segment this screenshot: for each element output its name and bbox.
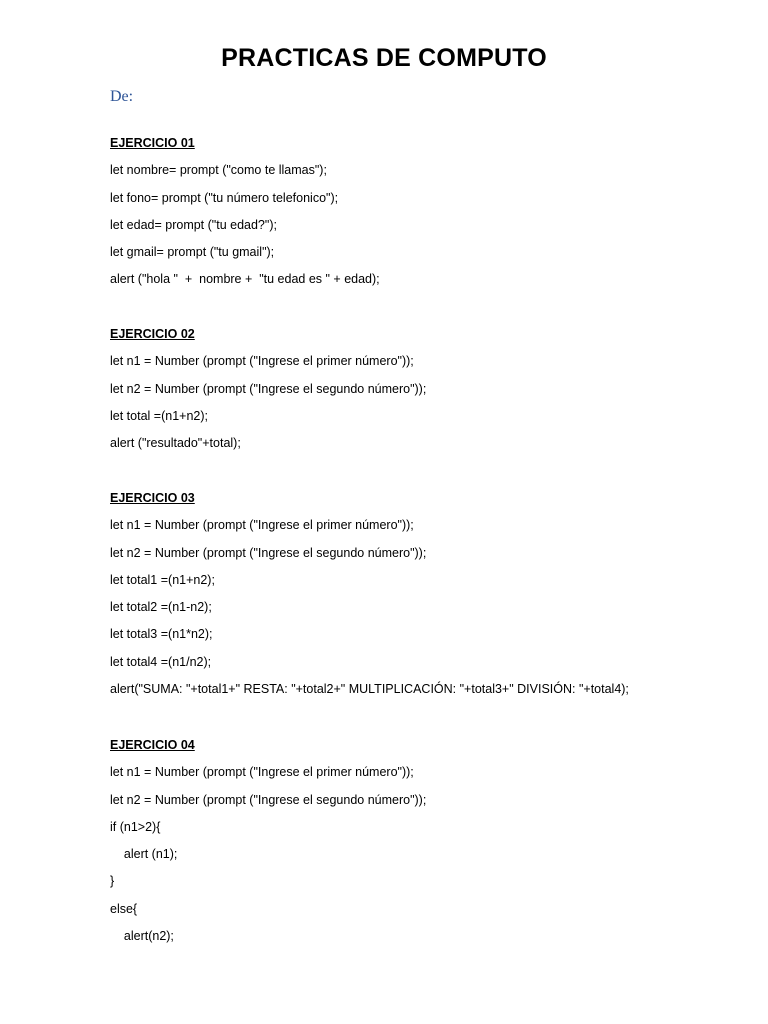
code-line: let total3 =(n1*n2); — [110, 627, 213, 642]
code-line: alert (n1); — [110, 847, 178, 862]
code-line: let gmail= prompt ("tu gmail"); — [110, 245, 275, 260]
code-line: let total =(n1+n2); — [110, 408, 208, 423]
code-line: let n1 = Number (prompt ("Ingrese el primer número")); — [110, 354, 414, 369]
code-line: let n2 = Number (prompt ("Ingrese el segundo número")); — [110, 381, 427, 396]
author-label: De: — [110, 88, 134, 105]
exercise-02 — [110, 327, 750, 463]
exercise-heading: EJERCICIO 02 — [110, 327, 195, 341]
exercise-heading: EJERCICIO 04 — [110, 738, 195, 752]
code-line: let total1 =(n1+n2); — [110, 572, 215, 587]
code-line: let total4 =(n1/n2); — [110, 654, 212, 669]
code-line: let edad= prompt ("tu edad?"); — [110, 217, 277, 232]
code-line: alert("SUMA: "+total1+" RESTA: "+total2+" MULTIPLICACIÓN: "+total3+" DIVISIÓN: "+total4); — [110, 682, 629, 697]
code-line: if (n1>2){ — [110, 819, 161, 834]
exercise-01 — [110, 136, 750, 300]
code-line: let n2 = Number (prompt ("Ingrese el segundo número")); — [110, 792, 427, 807]
exercise-04 — [110, 738, 750, 956]
code-line: alert(n2); — [110, 929, 174, 944]
code-line: let n2 = Number (prompt ("Ingrese el segundo número")); — [110, 545, 427, 560]
code-line: let n1 = Number (prompt ("Ingrese el primer número")); — [110, 518, 414, 533]
page-title: PRACTICAS DE COMPUTO — [221, 44, 547, 72]
code-line: alert ("hola " + nombre + "tu edad es " + edad); — [110, 272, 380, 287]
code-line: let total2 =(n1-n2); — [110, 600, 212, 615]
code-line: let nombre= prompt ("como te llamas"); — [110, 163, 327, 178]
code-line: } — [110, 874, 115, 889]
code-line: let n1 = Number (prompt ("Ingrese el primer número")); — [110, 765, 414, 780]
exercise-heading: EJERCICIO 01 — [110, 136, 195, 150]
code-line: alert ("resultado"+total); — [110, 436, 241, 451]
code-line: let fono= prompt ("tu número telefonico"); — [110, 190, 339, 205]
code-line: else{ — [110, 901, 138, 916]
exercise-heading: EJERCICIO 03 — [110, 491, 195, 505]
exercise-03 — [110, 491, 750, 709]
